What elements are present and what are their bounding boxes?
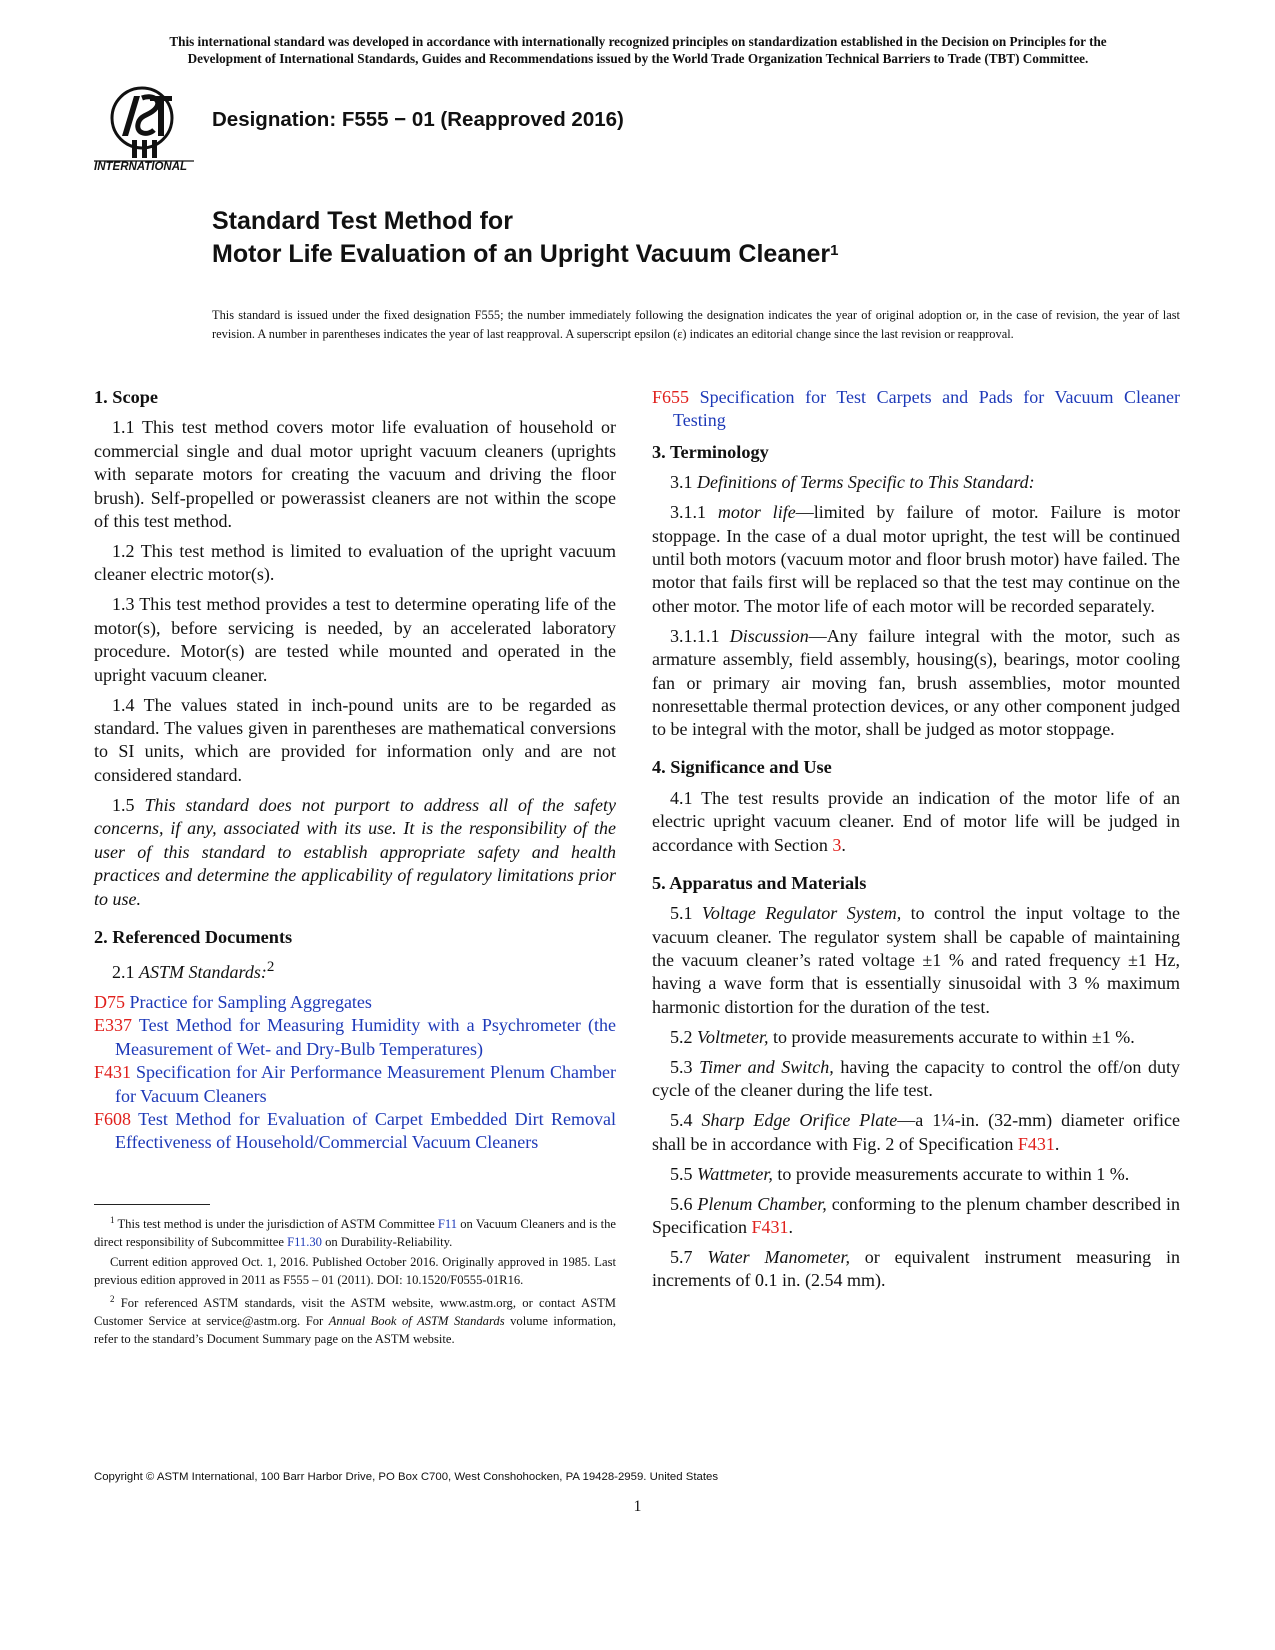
reference-code[interactable]: F608 (94, 1108, 132, 1129)
section-3-heading: 3. Terminology (652, 441, 769, 462)
reference-code[interactable]: F431 (94, 1062, 132, 1083)
title-line2-text: Motor Life Evaluation of an Upright Vacuum Cleaner (212, 240, 831, 268)
footnote-1-text-a: This test method is under the jurisdiction of ASTM Committee (114, 1217, 438, 1232)
title-footnote-mark: 1 (830, 242, 839, 259)
designation: Designation: F555 − 01 (Reapproved 2016) (212, 108, 624, 131)
para-5-6-term: Plenum Chamber, (697, 1193, 827, 1214)
para-5-4-end: . (1054, 1133, 1060, 1154)
left-column (94, 386, 616, 1155)
para-5-6-text: conforming to the plenum chamber described in Specification (652, 1193, 1180, 1237)
reference-title[interactable]: Practice for Sampling Aggregates (129, 991, 372, 1012)
section-3-link[interactable]: 3 (832, 834, 842, 855)
f431-link[interactable]: F431 (1017, 1133, 1055, 1154)
reference-title[interactable]: Test Method for Evaluation of Carpet Embedded Dirt Removal Effectiveness of Household/Commercial Vacuum Cleaners (115, 1108, 616, 1153)
para-5-6-num: 5.6 (670, 1193, 698, 1214)
section-5-heading: 5. Apparatus and Materials (652, 872, 867, 893)
para-5-6 (652, 1193, 1180, 1240)
footnote-2 (94, 1291, 616, 1349)
para-5-3-text: having the capacity to control the off/on duty cycle of the cleaner during the life test. (652, 1056, 1180, 1101)
para-5-1-text: to control the input voltage to the vacuum cleaner. The regulator system shall be capable of maintaining the vacuum cleaner’s rated voltage ±1 % and rated frequency ±1 Hz, having a wave form that is essentially sinusoidal with 3 % maximum harmonic distortion for the duration of the test. (652, 903, 1181, 1017)
para-5-2 (652, 1026, 1180, 1049)
logo-wordmark: INTERNATIONAL (94, 161, 188, 173)
footnote-rule (94, 1204, 210, 1205)
footnote-2-text-a: For referenced ASTM standards, visit the ASTM website, www.astm.org, or contact ASTM Customer Service at service@astm.org. For (94, 1296, 616, 1329)
para-5-1 (652, 902, 1180, 1019)
issued-note: This standard is issued under the fixed designation F555; the number immediately following the designation indicates the year of original adoption or, in the case of revision, the year of last revision. A number in parentheses indicates the year of last reapproval. A superscript epsilon (ε) indicates an editorial change since the last revision or reapproval. (212, 308, 1180, 341)
para-1-1: 1.1 This test method covers motor life evaluation of household or commercial single and dual motor upright vacuum cleaners (uprights with separate motors for creating the vacuum and driving the floor brush). Self-propelled or powerassist cleaners are not within the scope of this test method. (94, 417, 616, 532)
reference-code[interactable]: F655 (652, 387, 690, 407)
para-5-5 (652, 1163, 1180, 1186)
para-5-4 (652, 1109, 1180, 1156)
reference-title[interactable]: Specification for Air Performance Measurement Plenum Chamber for Vacuum Cleaners (115, 1062, 617, 1106)
para-2-1-num: 2.1 (112, 961, 139, 982)
para-3-1-num: 3.1 (670, 472, 697, 493)
para-5-5-term: Wattmeter, (697, 1163, 773, 1184)
para-5-2-num: 5.2 (670, 1026, 697, 1047)
para-2-1-text: ASTM Standards: (139, 961, 267, 982)
section-1-heading: 1. Scope (94, 387, 158, 407)
para-5-5-text: to provide measurements accurate to within 1 %. (772, 1163, 1130, 1184)
para-3-1-1-1-text: —Any failure integral with the motor, such as armature assembly, field assembly, housing(s), bearings, motor cooling fan or primary air moving fan, brush assemblies, motor mounted nonresettable thermal protection devices, or any other component judged to be integral with the motor, shall be judged as motor stoppage. (652, 625, 1181, 740)
para-3-1-1-1 (652, 625, 1180, 742)
section-2-heading: 2. Referenced Documents (94, 926, 293, 947)
tbt-notice-line2: Development of International Standards, Guides and Recommendations issued by the World Trade Organization Technical Barriers to Trade (TBT) Committee. (187, 51, 1089, 66)
reference-code[interactable]: D75 (94, 991, 125, 1012)
footnote-1-text-b: on Vacuum Cleaners and is the direct responsibility of Subcommittee (94, 1217, 616, 1249)
para-1-4: 1.4 The values stated in inch-pound units are to be regarded as standard. The values given in parentheses are mathematical conversions to SI units, which are provided for information only and are not considered standard. (94, 694, 616, 785)
reference-title[interactable]: Test Method for Measuring Humidity with a Psychrometer (the Measurement of Wet- and Dry-Bulb Temperatures) (115, 1015, 616, 1059)
footnote-2-text-b: volume information, refer to the standard’s Document Summary page on the ASTM website. (94, 1314, 616, 1347)
para-3-1-1-1-term: Discussion (729, 625, 809, 646)
title-line1: Standard Test Method for (212, 207, 513, 235)
footnotes (94, 1212, 616, 1351)
para-5-7-term: Water Manometer, (707, 1246, 850, 1267)
para-1-5-text: This standard does not purport to address all of the safety concerns, if any, associated with its use. It is the responsibility of the user of this standard to establish appropriate safety and health practices and determine the applicability of regulatory limitations prior to use. (94, 794, 616, 909)
reference-code[interactable]: E337 (94, 1015, 132, 1036)
reference-item[interactable] (94, 1108, 616, 1155)
para-5-4-term: Sharp Edge Orifice Plate (701, 1110, 898, 1131)
para-1-5-num: 1.5 (112, 794, 145, 815)
para-3-1-1-text: —limited by failure of motor. Failure is motor stoppage. In the case of a dual motor upright, the test will be continued until both motors (vacuum motor and floor brush motor) have failed. The motor that fails first will be replaced so that the test may continue on the other motor. The motor life of each motor will be recorded separately. (652, 502, 1181, 616)
para-5-1-num: 5.1 (670, 903, 702, 924)
para-4-1-end: . (841, 834, 846, 855)
para-2-1-footnote-mark: 2 (266, 958, 275, 975)
reference-item[interactable] (94, 991, 616, 1014)
para-1-5 (94, 794, 616, 911)
document-title (212, 205, 1192, 271)
footnote-1-edition: Current edition approved Oct. 1, 2016. Published October 2016. Originally approved in 1985. Last previous edition approved in 2011 as F555 – 01 (2011). DOI: 10.1520/F0555-01R16. (94, 1254, 616, 1287)
para-1-3: 1.3 This test method provides a test to determine operating life of the motor(s), before servicing is needed, by an accelerated laboratory procedure. Motor(s) are tested while mounted and operated in the upright vacuum cleaner. (94, 594, 616, 685)
tbt-notice (78, 33, 1198, 67)
footnote-1-text-c: on Durability-Reliability. (321, 1234, 453, 1249)
para-3-1-text: Definitions of Terms Specific to This Standard: (697, 472, 1035, 493)
para-5-7-text: or equivalent instrument measuring in increments of 0.1 in. (2.54 mm). (652, 1246, 1181, 1291)
right-column (652, 386, 1180, 1299)
para-5-7 (652, 1246, 1180, 1293)
tbt-notice-line1: This international standard was developed in accordance with internationally recognized principles on standardization established in the Decision on Principles for the (169, 34, 1107, 49)
para-3-1-1-1-num: 3.1.1.1 (670, 625, 730, 646)
para-4-1-text: 4.1 The test results provide an indication of the motor life of an electric upright vacuum cleaner. End of motor life will be judged in accordance with Section (652, 787, 1180, 855)
para-5-6-end: . (788, 1216, 793, 1237)
para-5-2-term: Voltmeter, (697, 1026, 769, 1047)
para-5-3-num: 5.3 (670, 1056, 700, 1077)
astm-logo (92, 78, 198, 178)
f431-link[interactable]: F431 (751, 1216, 789, 1237)
footnote-1 (94, 1212, 616, 1252)
para-5-3 (652, 1056, 1180, 1103)
committee-link[interactable]: F11 (437, 1217, 458, 1232)
para-5-5-num: 5.5 (670, 1163, 697, 1184)
para-5-1-term: Voltage Regulator System, (701, 903, 902, 924)
para-5-2-text: to provide measurements accurate to within ±1 %. (768, 1026, 1135, 1047)
para-3-1 (652, 471, 1180, 494)
para-5-4-text: —a 1¼-in. (32-mm) diameter orifice shall be in accordance with Fig. 2 of Specification (652, 1110, 1180, 1154)
para-3-1-1 (652, 501, 1180, 618)
title-line2 (212, 238, 1192, 271)
para-5-3-term: Timer and Switch, (699, 1056, 834, 1077)
reference-item[interactable] (94, 1014, 616, 1061)
section-4-heading: 4. Significance and Use (652, 757, 832, 778)
footnote-2-italic: Annual Book of ASTM Standards (328, 1314, 505, 1329)
para-5-4-num: 5.4 (670, 1110, 702, 1131)
reference-item[interactable] (94, 1061, 616, 1108)
page-number: 1 (633, 1498, 642, 1515)
para-3-1-1-term: motor life (717, 502, 796, 523)
copyright: Copyright © ASTM International, 100 Barr Harbor Drive, PO Box C700, West Conshohocken, PA 19428-2959. United States (94, 1471, 719, 1483)
para-5-7-num: 5.7 (670, 1246, 708, 1267)
reference-title[interactable]: Specification for Test Carpets and Pads for Vacuum Cleaner Testing (673, 387, 1180, 431)
footnote-1-mark: 1 (110, 1215, 115, 1225)
para-1-2: 1.2 This test method is limited to evaluation of the upright vacuum cleaner electric motor(s). (94, 541, 616, 585)
para-3-1-1-num: 3.1.1 (670, 502, 718, 523)
para-2-1 (94, 956, 616, 984)
reference-item[interactable] (652, 386, 1180, 433)
para-4-1 (652, 787, 1180, 857)
subcommittee-link[interactable]: F11.30 (287, 1234, 322, 1249)
footnote-2-mark: 2 (110, 1294, 115, 1305)
